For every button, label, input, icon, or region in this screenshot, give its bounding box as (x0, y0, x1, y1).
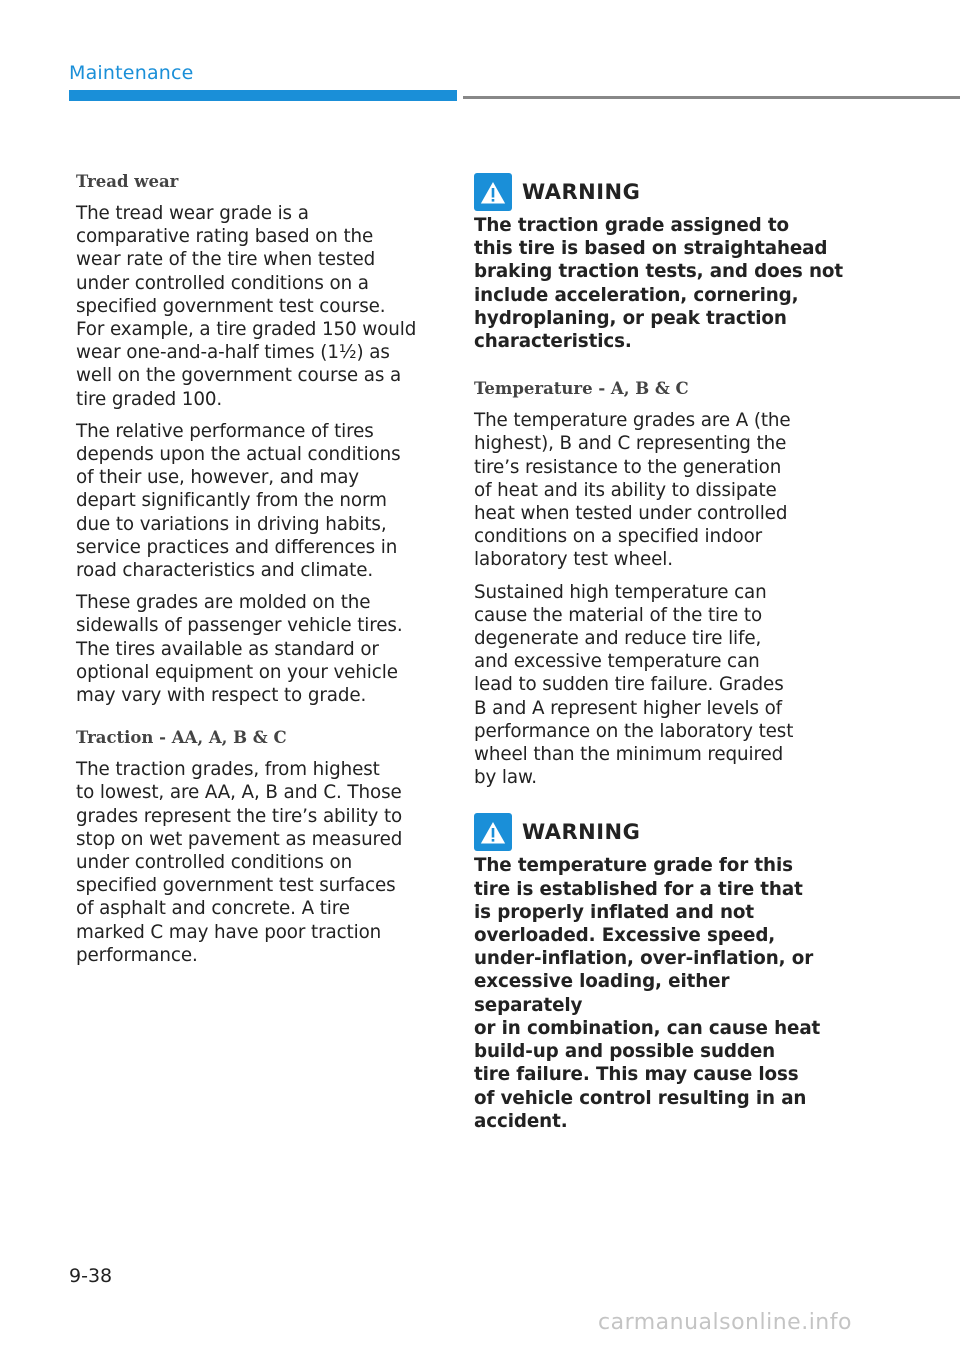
right-column (474, 172, 844, 1157)
tread-wear-heading: Tread wear (76, 172, 179, 191)
temperature-paragraph-1: The temperature grades are A (the highest), B and C representing the tire’s resistance to the generation of heat and its ability to dissipate heat when tested under controlled conditions on a specified indoor laboratory test wheel. (474, 410, 791, 571)
tread-wear-paragraph-3: These grades are molded on the sidewalls of passenger vehicle tires. The tires available as standard or optional equipment on your vehicle may vary with respect to grade. (76, 592, 403, 707)
left-column (76, 170, 446, 976)
traction-heading: Traction - AA, A, B & C (76, 728, 287, 748)
warning-1-text: The traction grade assigned to this tire is based on straightahead braking traction tests, and does not include acceleration, cornering, hydroplaning, or peak traction characteristics. (474, 215, 843, 353)
temperature-heading: Temperature - A, B & C (474, 379, 689, 399)
temperature-paragraph-2: Sustained high temperature can cause the material of the tire to degenerate and reduce tire life, and excessive temperature can lead to sudden tire failure. Grades B and A represent higher levels of performance on the laboratory test wheel than the minimum required by law. (474, 581, 794, 789)
warning-triangle-icon (474, 813, 512, 851)
warning-2-text: The temperature grade for this tire is established for a tire that is properly inflated and not overloaded. Excessive speed, under-inflation, over-inflation, or excessive loading, either separately or in combination, can cause heat build-up and possible sudden tire failure. This may cause loss of vehicle control resulting in an accident. (474, 855, 821, 1132)
tread-wear-paragraph-1: The tread wear grade is a comparative rating based on the wear rate of the tire when tested under controlled conditions on a specified government test course. For example, a tire graded 150 would wear one-and-a-half times (1½) as well on the government course as a tire graded 100. (76, 203, 417, 410)
section-title: Maintenance (69, 62, 194, 84)
warning-block-2-header (474, 812, 844, 852)
warning-block-1-header (474, 172, 844, 212)
tread-wear-paragraph-2: The relative performance of tires depends upon the actual conditions of their use, however, and may depart significantly from the norm due to variations in driving habits, service practices and differences in road characteristics and climate. (76, 420, 401, 582)
traction-paragraph: The traction grades, from highest to lowest, are AA, A, B and C. Those grades represent the tire’s ability to stop on wet pavement as measured under controlled conditions on specified government test surfaces of asphalt and concrete. A tire marked C may have poor traction performance. (76, 759, 403, 966)
warning-2-title: WARNING (522, 820, 641, 845)
header-divider-line (463, 96, 960, 99)
header-accent-bar (69, 90, 457, 101)
warning-1-title: WARNING (522, 180, 641, 204)
warning-triangle-icon (474, 173, 512, 211)
page-number: 9-38 (69, 1265, 113, 1287)
watermark: carmanualsonline.info (598, 1310, 852, 1335)
